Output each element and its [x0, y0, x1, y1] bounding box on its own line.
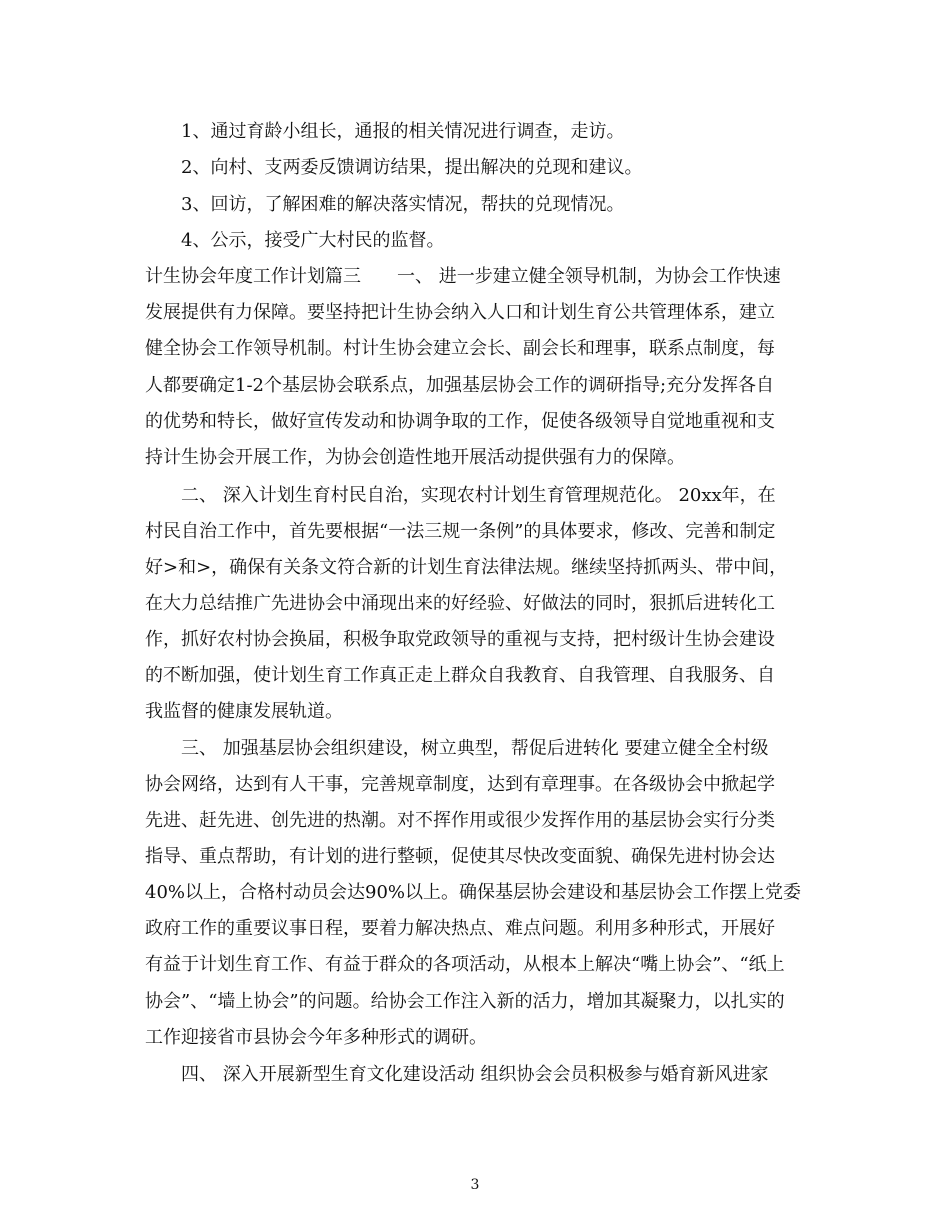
text-line: 我监督的健康发展轨道。 [145, 701, 343, 722]
text-line: 四、 深入开展新型生育文化建设活动 组织协会会员积极参与婚育新风进家 [181, 1064, 769, 1085]
text-line: 的不断加强，使计划生育工作真正走上群众自我教育、自我管理、自我服务、自 [145, 665, 775, 686]
text-line: 40%以上，合格村动员会达90%以上。确保基层协会建设和基层协会工作摆上党委 [145, 882, 802, 903]
text-line: 协会网络，达到有人干事，完善规章制度，达到有章理事。在各级协会中掀起学 [145, 774, 775, 795]
text-line: 工作迎接省市县协会今年多种形式的调研。 [145, 1027, 487, 1048]
text-line: 发展提供有力保障。要坚持把计生协会纳入人口和计划生育公共管理体系，建立 [145, 302, 775, 323]
text-line: 协会”、“墙上协会”的问题。给协会工作注入新的活力，增加其凝聚力，以扎实的 [145, 991, 785, 1012]
page-number: 3 [470, 1177, 480, 1193]
text-line: 好>和>，确保有关条文符合新的计划生育法律法规。继续坚持抓两头、带中间， [145, 557, 788, 578]
text-line: 村民自治工作中，首先要根据“一法三规一条例”的具体要求，修改、完善和制定 [145, 521, 776, 542]
text-line: 先进、赶先进、创先进的热潮。对不挥作用或很少发挥作用的基层协会实行分类 [145, 810, 775, 831]
text-line: 二、 深入计划生育村民自治，实现农村计划生育管理规范化。 20xx年，在 [181, 485, 776, 506]
text-line: 政府工作的重要议事日程，要着力解决热点、难点问题。利用多种形式，开展好 [145, 918, 775, 939]
text-line: 2、向村、支两委反馈调访结果，提出解决的兑现和建议。 [181, 157, 643, 178]
text-line: 三、 加强基层协会组织建设，树立典型，帮促后进转化 要建立健全全村级 [181, 738, 769, 759]
text-line: 1、通过育龄小组长，通报的相关情况进行调查，走访。 [181, 121, 625, 142]
text-line: 指导、重点帮助，有计划的进行整顿，促使其尽快改变面貌、确保先进村协会达 [145, 846, 775, 867]
text-line: 的优势和特长，做好宣传发动和协调争取的工作，促使各级领导自觉地重视和支 [145, 411, 775, 432]
text-line: 健全协会工作领导机制。村计生协会建立会长、副会长和理事，联系点制度，每 [145, 338, 775, 359]
text-line: 持计生协会开展工作，为协会创造性地开展活动提供强有力的保障。 [145, 447, 685, 468]
text-line: 在大力总结推广先进协会中涌现出来的好经验、好做法的同时，狠抓后进转化工 [145, 593, 775, 614]
text-line: 有益于计划生育工作、有益于群众的各项活动，从根本上解决“嘴上协会”、“纸上 [145, 954, 785, 975]
text-line: 作，抓好农村协会换届，积极争取党政领导的重视与支持，把村级计生协会建设 [145, 629, 775, 650]
text-line: 计生协会年度工作计划篇三 一、 进一步建立健全领导机制，为协会工作快速 [145, 266, 781, 287]
text-line: 人都要确定1-2个基层协会联系点，加强基层协会工作的调研指导;充分发挥各自 [145, 375, 775, 396]
text-line: 3、回访，了解困难的解决落实情况，帮扶的兑现情况。 [181, 194, 625, 215]
text-line: 4、公示，接受广大村民的监督。 [181, 230, 445, 251]
